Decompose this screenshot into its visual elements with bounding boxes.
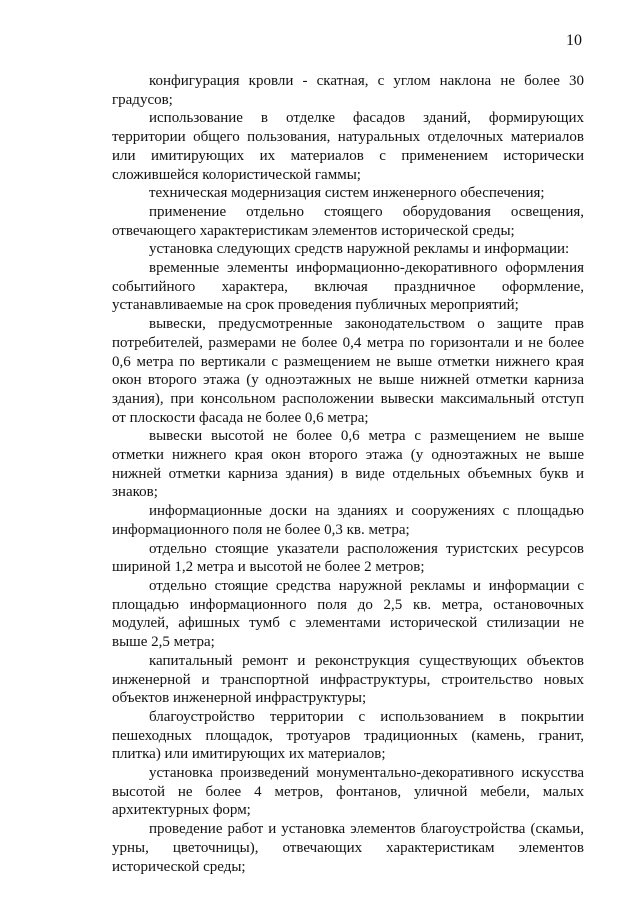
paragraph-street-furniture: проведение работ и установка элементов благоустройства (скамьи, урны, цветочницы), отвечающих характеристикам элементов исторической среды; (112, 821, 584, 875)
paragraph-facade-finish: использование в отделке фасадов зданий, формирующих территории общего пользования, натуральных отделочных материалов или имитирующих их материалов с применением исторически сложившейся колористической гаммы; (112, 110, 584, 183)
paragraph-roof: конфигурация кровли - скатная, с углом наклона не более 30 градусов; (112, 73, 584, 108)
paragraph-temporary-decor: временные элементы информационно-декоративного оформления событийного характера, включая праздничное оформление, устанавливаемые на срок проведения публичных мероприятий; (112, 260, 584, 314)
page-number: 10 (566, 32, 582, 49)
paragraph-volume-letters: вывески высотой не более 0,6 метра с размещением не выше отметки нижнего края окон второго этажа (у одноэтажных не выше нижней отметки карниза здания) в виде отдельных объемных букв и знаков; (112, 428, 584, 501)
paragraph-advertising-intro: установка следующих средств наружной рекламы и информации: (149, 241, 570, 258)
paragraph-lighting: применение отдельно стоящего оборудования освещения, отвечающего характеристикам элементов исторической среды; (112, 203, 584, 239)
paragraph-engineering-modernization: техническая модернизация систем инженерного обеспечения; (149, 185, 545, 202)
paragraph-info-boards: информационные доски на зданиях и сооружениях с площадью информационного поля не более 0,3 кв. метра; (112, 503, 584, 538)
paragraph-landscaping: благоустройство территории с использованием в покрытии пешеходных площадок, тротуаров традиционных (камень, гранит, плитка) или имитирующих их материалов; (112, 708, 584, 763)
paragraph-outdoor-advertising: отдельно стоящие средства наружной рекламы и информации с площадью информационного поля до 2,5 кв. метра, остановочных модулей, афишных тумб с элементами исторической стилизации не выше 2,5 метра; (112, 577, 584, 651)
paragraph-infrastructure: капитальный ремонт и реконструкция существующих объектов инженерной и транспортной инфраструктуры, строительство новых объектов инженерной инфраструктуры; (112, 652, 584, 707)
document-body (112, 72, 584, 876)
paragraph-signboards: вывески, предусмотренные законодательством о защите прав потребителей, размерами не более 0,4 метра по горизонтали и не более 0,6 метра по вертикали с размещением не выше отметки нижнего края окон второго этажа (у одноэтажных не выше нижней отметки карниза здания), при консольном расположении вывески максимальный отступ от плоскости фасада не более 0,6 метра; (112, 316, 584, 426)
paragraph-monumental-art: установка произведений монументально-декоративного искусства высотой не более 4 метров, фонтанов, уличной мебели, малых архитектурных форм; (112, 765, 584, 819)
paragraph-tourist-signs: отдельно стоящие указатели расположения туристских ресурсов шириной 1,2 метра и высотой не более 2 метров; (112, 540, 584, 576)
